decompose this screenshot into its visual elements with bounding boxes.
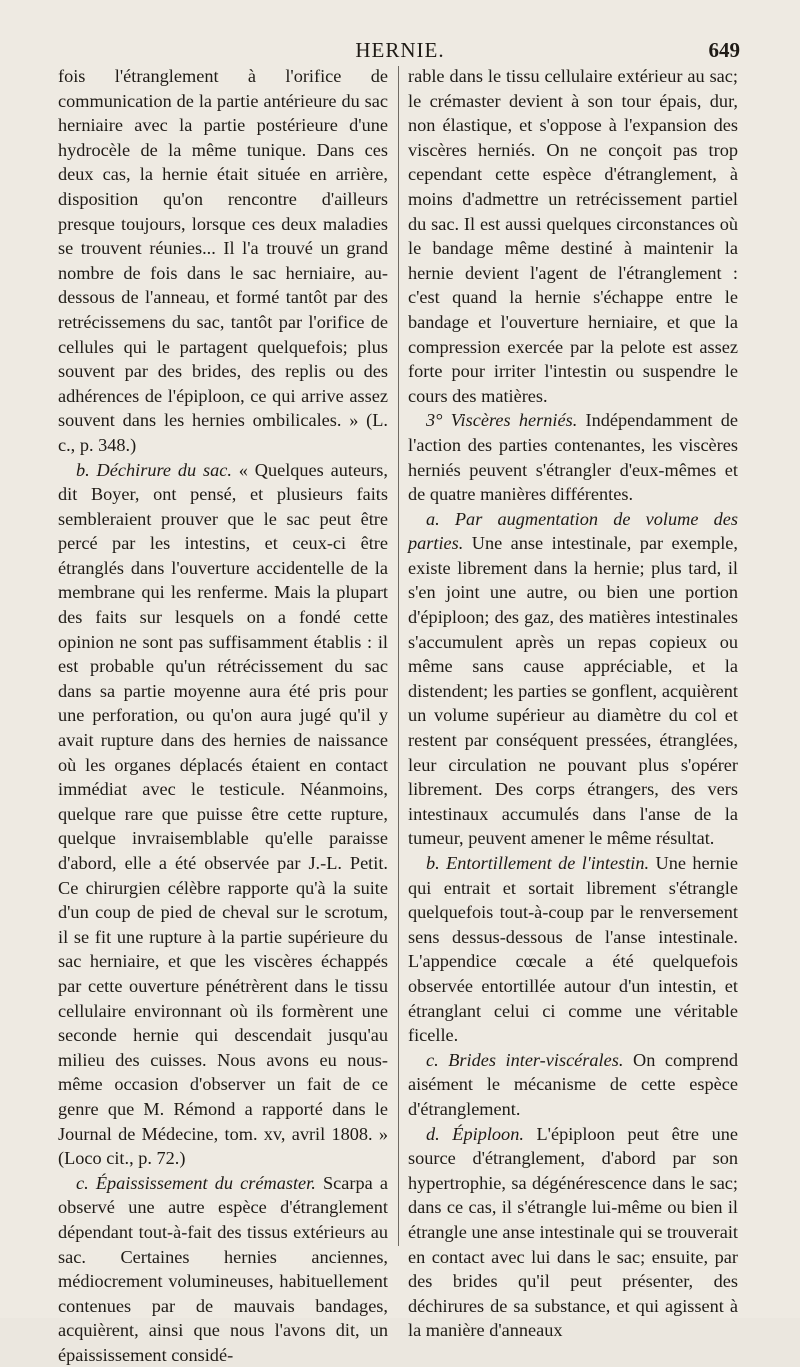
paragraph-continuation: fois l'étranglement à l'orifice de communication de la partie antérieure du sac herniaire avec la partie postérieure d'une hydrocèle de la même tunique. Dans ces deux cas, la hernie était située en arrière, disposition qu'on rencontre d'ailleurs presque toujours, lorsque ces deux maladies se trouvent réunies... Il l'a trouvé un grand nombre de fois dans le sac herniaire, au-dessous de l'anneau, et formé tantôt par des retrécissemens du sac, tantôt par l'orifice de cellules qui le partagent quelquefois; plus souvent par des brides, des replis ou des adhérences de l'épiploon, ce qui arrive assez souvent dans les hernies ombilicales. » (L. c., p. 348.) xyxy=(58,66,388,455)
section-body: On comprend aisément le mécanisme de cette espèce d'étranglement. xyxy=(408,1049,738,1119)
section-heading: 3° Viscères herniés. xyxy=(426,410,578,431)
section-entortillement xyxy=(408,851,738,1048)
section-epiploon xyxy=(408,1122,738,1343)
section-visceres-hernies xyxy=(408,408,738,506)
running-header xyxy=(60,38,740,66)
paragraph-continuation: rable dans le tissu cellulaire extérieur au sac; le crémaster devient à son tour épais, dur, non élastique, et s'oppose à l'expansion des viscères herniés. On ne conçoit pas trop cependant cette espèce d'étranglement, à moins d'admettre un retrécissement partiel du sac. Il est aussi quelques circonstances où le bandage même destiné à maintenir la hernie devient l'agent de l'étranglement : c'est quand la hernie s'échappe entre le bandage et l'ouverture herniaire, et que la compression exercée par la pelote est assez forte pour irriter l'intestin ou suspendre le cours des matières. xyxy=(408,66,738,406)
section-brides xyxy=(408,1048,738,1122)
section-body: Scarpa a observé une autre espèce d'étranglement dépendant tout-à-fait des tissus extérieurs au sac. Certaines hernies anciennes, médiocrement volumineuses, habituellement contenues par de mauvais bandages, acquièrent, ainsi que nous l'avons dit, un épaississement considé- xyxy=(58,1172,388,1365)
section-heading: b. Déchirure du sac. xyxy=(76,459,232,480)
section-body: Indépendamment de l'action des parties contenantes, les viscères herniés peuvent s'étrangler d'eux-mêmes et de quatre manières différentes. xyxy=(408,410,738,505)
left-column xyxy=(58,64,388,1367)
section-heading: c. Brides inter-viscérales. xyxy=(426,1049,624,1070)
section-body: L'épiploon peut être une source d'étranglement, d'abord par son hypertrophie, sa dégénérescence dans le sac; dans ce cas, il s'étrangle lui-même ou bien il étrangle une anse intestinale qui se trouverait en contact avec lui dans le sac; ensuite, par des brides qu'il peut présenter, des déchirures de sa substance, et qui agissent à la manière d'anneaux xyxy=(408,1123,738,1341)
section-body: Une anse intestinale, par exemple, existe librement dans la hernie; plus tard, il s'en joint une autre, ou bien une portion d'épiploon; des gaz, des matières intestinales s'accumulent après un repas copieux ou même sans cause appréciable, et la distendent; les parties se gonflent, acquièrent un volume supérieur au diamètre du col et restent par conséquent pressées, étranglées, leur circulation ne pouvant plus s'opérer librement. Des corps étrangers, des vers intestinaux accumulés dans l'anse de la tumeur, peuvent amener le même résultat. xyxy=(408,533,738,849)
section-body: « Quelques auteurs, dit Boyer, ont pensé, et plusieurs faits sembleraient prouver que le sac peut être percé par les intestins, et ceux-ci être étranglés dans l'ouverture accidentelle de la membrane qui les renferme. Mais la plupart des faits sur lesquels on a fondé cette opinion ne sont pas suffisamment établis : il est probable qu'un rétrécissement du sac dans sa partie moyenne aura été pris pour une perforation, ou qu'on aura jugé qu'il y avait rupture dans des hernies de naissance où les organes déplacés étaient en contact immédiat avec le testicule. Néanmoins, quelque rare que puisse être cette rupture, quelque invraisemblable qu'elle paraisse d'abord, elle a été observée par J.-L. Petit. Ce chirurgien célèbre rapporte qu'à la suite d'un coup de pied de cheval sur le scrotum, il se fit une rupture à la partie supérieure du sac herniaire, et que les viscères échappés par cette ouverture pénétrèrent dans le tissu cellulaire environnant où ils formèrent une seconde hernie qui descendait jusqu'au milieu des cuisses. Nous avons eu nous-même occasion d'observer un fait de ce genre que M. Rémond a rapporté dans le Journal de Médecine, tom. xv, avril 1808. » (Loco cit., p. 72.) xyxy=(58,459,388,1169)
section-heading: b. Entortillement de l'intestin. xyxy=(426,853,650,873)
section-body: Une hernie qui entrait et sortait librement s'étrangle quelquefois tout-à-coup par le renversement sens dessus-dessous de l'anse intestinale. L'appendice cœcale a été quelquefois observée entortillée autour d'un intestin, et étranglant celui ci comme une véritable ficelle. xyxy=(408,853,739,1046)
section-augmentation-volume xyxy=(408,507,738,851)
page-number: 649 xyxy=(708,38,740,62)
right-column xyxy=(408,64,738,1343)
section-dechirure-du-sac xyxy=(58,458,388,1171)
section-heading: d. Épiploon. xyxy=(426,1123,524,1144)
section-heading: c. Épaississement du crémaster. xyxy=(76,1172,316,1193)
column-divider xyxy=(398,66,399,1246)
section-heading: a. Par augmentation de volume des parties. xyxy=(408,508,738,554)
running-title: HERNIE. xyxy=(355,38,445,62)
section-epaississement-cremaster xyxy=(58,1171,388,1367)
